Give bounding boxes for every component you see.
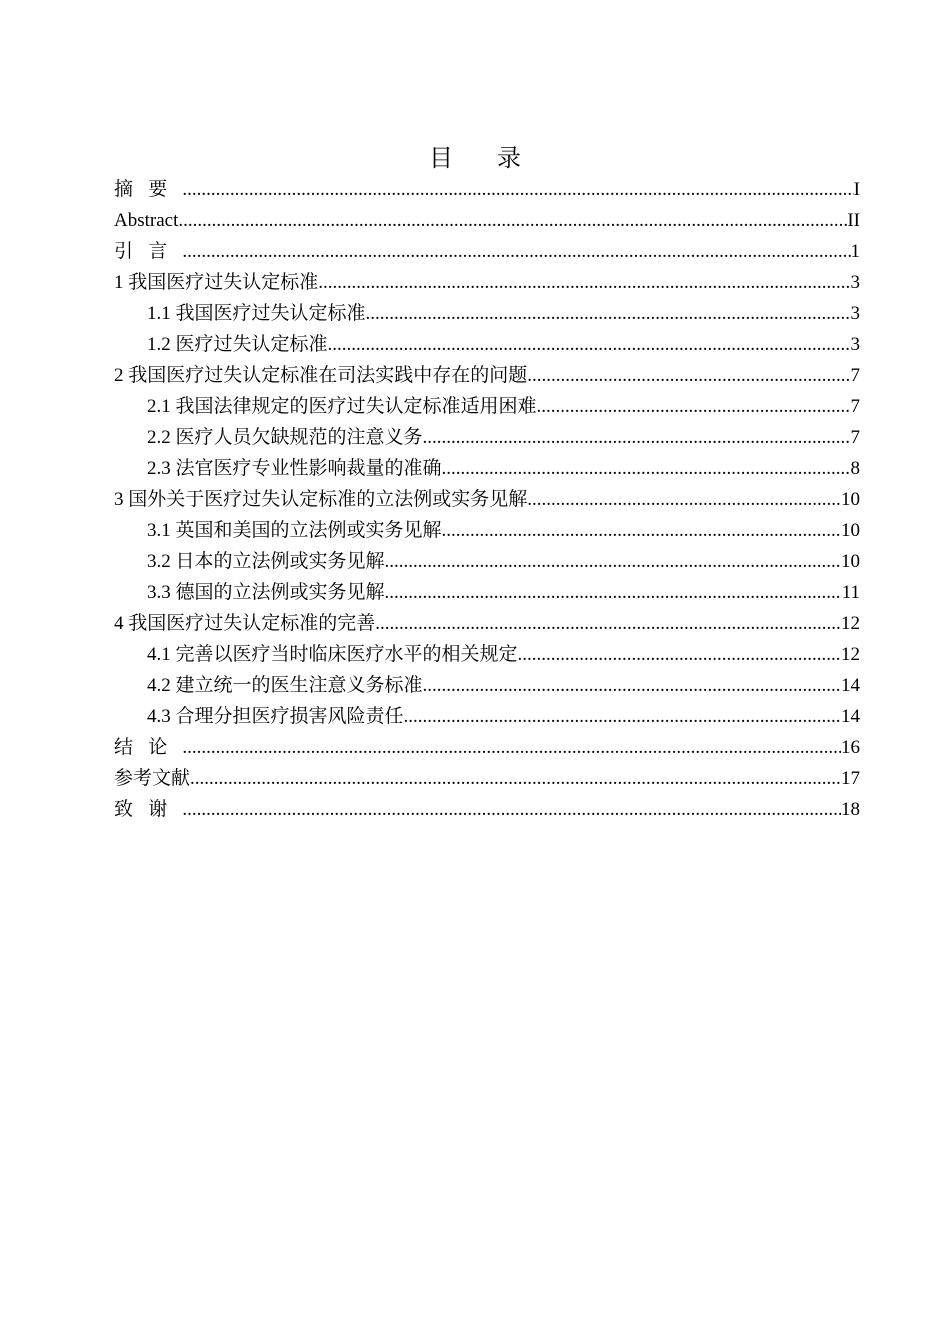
toc-entry-label: 4.3 合理分担医疗损害风险责任 (147, 706, 404, 727)
toc-entry-page-number: 11 (841, 582, 860, 603)
toc-entry-label: 2.3 法官医疗专业性影响裁量的准确 (147, 458, 442, 479)
toc-entry-label: 3.3 德国的立法例或实务见解 (147, 582, 385, 603)
toc-dot-leader (537, 391, 851, 422)
toc-entry[interactable] (114, 360, 860, 391)
toc-entry-page-number: 14 (841, 706, 860, 727)
toc-entry-label: 4 我国医疗过失认定标准的完善 (114, 613, 376, 634)
toc-entry[interactable] (114, 205, 860, 236)
toc-entry[interactable] (114, 701, 860, 732)
toc-entry-page-number: 12 (841, 613, 860, 634)
toc-entry[interactable] (114, 298, 860, 329)
toc-dot-leader (527, 484, 841, 515)
toc-entry-page-number: II (847, 210, 860, 231)
toc-title-char-1: 目 (429, 144, 453, 172)
toc-entry-label: 参考文献 (114, 768, 191, 789)
toc-entry-label: 2.2 医疗人员欠缺规范的注意义务 (147, 427, 423, 448)
toc-dot-leader (385, 577, 842, 608)
toc-entry-page-number: 10 (841, 551, 860, 572)
toc-entry-label: 致谢 (114, 799, 183, 820)
toc-entry-label: 1 我国医疗过失认定标准 (114, 272, 319, 293)
toc-entry-page-number: 10 (841, 489, 860, 510)
toc-dot-leader (385, 546, 841, 577)
toc-dot-leader (423, 670, 841, 701)
toc-entry[interactable] (114, 763, 860, 794)
toc-dot-leader (366, 298, 851, 329)
toc-entry-label: 3.1 英国和美国的立法例或实务见解 (147, 520, 442, 541)
toc-dot-leader (404, 701, 841, 732)
toc-entry[interactable] (114, 267, 860, 298)
toc-entry-page-number: 10 (841, 520, 860, 541)
toc-entry[interactable] (114, 794, 860, 825)
toc-entry[interactable] (114, 515, 860, 546)
toc-entry[interactable] (114, 422, 860, 453)
toc-entry-label: 2.1 我国法律规定的医疗过失认定标准适用困难 (147, 396, 537, 417)
toc-entry-page-number: 12 (841, 644, 860, 665)
toc-entry-label: 引言 (114, 241, 183, 262)
toc-entry[interactable] (114, 236, 860, 267)
toc-entry[interactable] (114, 174, 860, 205)
table-of-contents (114, 174, 860, 825)
toc-entry-label: Abstract (114, 210, 179, 231)
toc-entry-page-number: 16 (841, 737, 860, 758)
toc-dot-leader (527, 360, 850, 391)
toc-entry-label: 4.1 完善以医疗当时临床医疗水平的相关规定 (147, 644, 518, 665)
toc-entry[interactable] (114, 639, 860, 670)
toc-title-char-2: 录 (497, 144, 521, 172)
toc-dot-leader (375, 608, 841, 639)
toc-dot-leader (442, 453, 851, 484)
toc-entry-page-number: 14 (841, 675, 860, 696)
toc-entry[interactable] (114, 546, 860, 577)
toc-entry-page-number: 7 (850, 427, 860, 448)
toc-dot-leader (182, 174, 853, 205)
toc-entry-page-number: 7 (850, 396, 860, 417)
toc-entry-label: 2 我国医疗过失认定标准在司法实践中存在的问题 (114, 365, 528, 386)
toc-entry[interactable] (114, 608, 860, 639)
toc-dot-leader (190, 763, 841, 794)
toc-dot-leader (442, 515, 841, 546)
toc-dot-leader (318, 267, 850, 298)
toc-entry-page-number: I (853, 179, 860, 200)
toc-entry-label: 4.2 建立统一的医生注意义务标准 (147, 675, 423, 696)
toc-dot-leader (178, 205, 847, 236)
toc-entry[interactable] (114, 391, 860, 422)
toc-entry-page-number: 3 (850, 334, 860, 355)
toc-entry[interactable] (114, 670, 860, 701)
toc-dot-leader (182, 236, 850, 267)
toc-dot-leader (518, 639, 841, 670)
toc-entry-page-number: 18 (841, 799, 860, 820)
toc-entry-page-number: 1 (850, 241, 860, 262)
toc-entry-label: 结论 (114, 737, 183, 758)
toc-entry[interactable] (114, 329, 860, 360)
toc-entry-label: 3.2 日本的立法例或实务见解 (147, 551, 385, 572)
toc-dot-leader (328, 329, 851, 360)
toc-entry-page-number: 17 (841, 768, 860, 789)
toc-entry[interactable] (114, 453, 860, 484)
toc-dot-leader (182, 732, 841, 763)
toc-entry[interactable] (114, 577, 860, 608)
toc-entry-page-number: 7 (850, 365, 860, 386)
toc-entry-label: 3 国外关于医疗过失认定标准的立法例或实务见解 (114, 489, 528, 510)
toc-title (0, 140, 950, 176)
toc-entry-page-number: 3 (850, 303, 860, 324)
toc-entry-label: 1.2 医疗过失认定标准 (147, 334, 328, 355)
toc-entry-page-number: 8 (850, 458, 860, 479)
toc-entry[interactable] (114, 732, 860, 763)
toc-dot-leader (182, 794, 841, 825)
toc-entry-label: 摘要 (114, 179, 183, 200)
toc-entry-page-number: 3 (850, 272, 860, 293)
toc-dot-leader (423, 422, 851, 453)
toc-entry-label: 1.1 我国医疗过失认定标准 (147, 303, 366, 324)
toc-entry[interactable] (114, 484, 860, 515)
